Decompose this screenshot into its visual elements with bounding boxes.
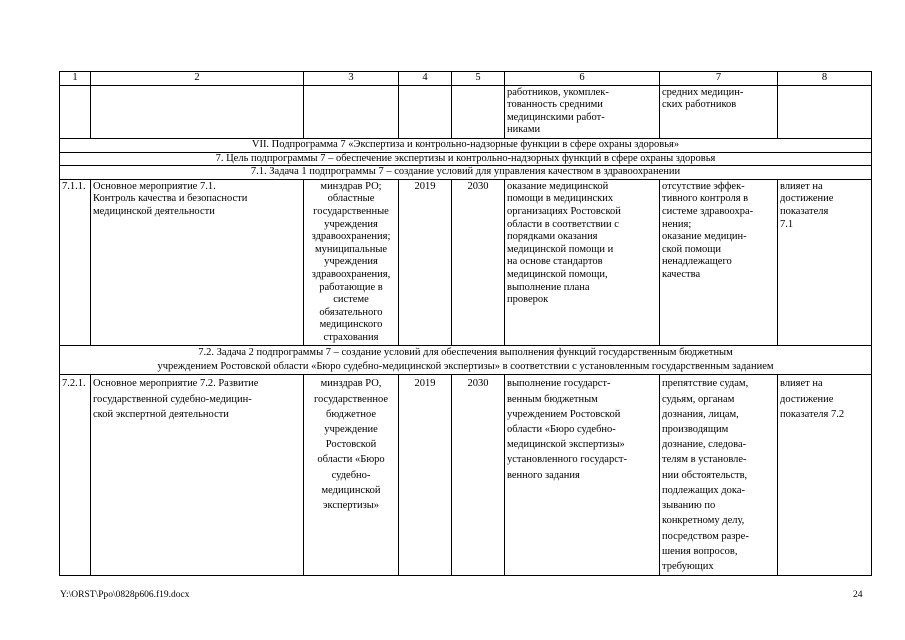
page-number: 24 (853, 590, 863, 600)
program-table (59, 71, 872, 576)
measure-name: Основное мероприятие 7.2. Развитие государственной судебно-медицин- ской экспертной деятельности (91, 375, 304, 576)
continued-result-cell: работников, укомплек- тованность средними медицинскими работ- никами (505, 85, 660, 138)
end-year: 2030 (452, 375, 505, 576)
col-header-1: 1 (60, 72, 91, 86)
col-header-8: 8 (778, 72, 872, 86)
subprogram-row (60, 138, 872, 152)
task1-row (60, 166, 872, 180)
indicator-link: влияет на достижение показателя 7.2 (778, 375, 872, 576)
task1-title: 7.1. Задача 1 подпрограммы 7 – создание условий для управления качеством в здравоохранении (60, 166, 872, 180)
row-number: 7.2.1. (60, 375, 91, 576)
end-year: 2030 (452, 179, 505, 346)
col-header-3: 3 (304, 72, 399, 86)
start-year: 2019 (399, 179, 452, 346)
col-header-5: 5 (452, 72, 505, 86)
subprogram-title: VII. Подпрограмма 7 «Экспертиза и контрольно-надзорные функции в сфере охраны здоровья» (60, 138, 872, 152)
non-implementation-consequence: отсутствие эффек- тивного контроля в системе здравоохра- нения; оказание медицин- ской помощи ненадлежащего качества (660, 179, 778, 346)
file-path-footer: Y:\ORST\Ppo\0828p606.f19.docx (60, 590, 190, 600)
expected-result: выполнение государст- венным бюджетным учреждением Ростовской области «Бюро судебно- медицинской экспертизы» установленного государст- венного задания (505, 375, 660, 576)
task2-row (60, 346, 872, 375)
col-header-2: 2 (91, 72, 304, 86)
goal-title: 7. Цель подпрограммы 7 – обеспечение экспертизы и контрольно-надзорных функций в сфере охраны здоровья (60, 152, 872, 166)
expected-result: оказание медицинской помощи в медицинских организациях Ростовской области в соответствии с порядками оказания медицинской помощи и на основе стандартов медицинской помощи, выполнение плана проверок (505, 179, 660, 346)
col-header-7: 7 (660, 72, 778, 86)
indicator-link: влияет на достижение показателя 7.1 (778, 179, 872, 346)
row-number: 7.1.1. (60, 179, 91, 346)
table-row-continued (60, 85, 872, 138)
goal-row (60, 152, 872, 166)
measure-name: Основное мероприятие 7.1. Контроль качества и безопасности медицинской деятельности (91, 179, 304, 346)
col-header-4: 4 (399, 72, 452, 86)
column-header-row (60, 72, 872, 86)
executor: минздрав РО, государственное бюджетное учреждение Ростовской области «Бюро судебно- медицинской экспертизы» (304, 375, 399, 576)
non-implementation-consequence: препятствие судам, судьям, органам дознания, лицам, производящим дознание, следова- телям в установле- нии обстоятельств, подлежащих дока- зыванию по конкретному делу, посредством разре- шения вопросов, требующих (660, 375, 778, 576)
start-year: 2019 (399, 375, 452, 576)
col-header-6: 6 (505, 72, 660, 86)
table-row (60, 375, 872, 576)
executor: минздрав РО; областные государственные учреждения здравоохранения; муниципальные учреждения здравоохранения, работающие в системе обязательного медицинского страхования (304, 179, 399, 346)
table-row (60, 179, 872, 346)
task2-title: 7.2. Задача 2 подпрограммы 7 – создание условий для обеспечения выполнения функций государственным бюджетным учреждением Ростовской области «Бюро судебно-медицинской экспертизы» в соответствии с установленным государственным заданием (60, 346, 872, 375)
continued-consequence-cell: средних медицин- ских работников (660, 85, 778, 138)
